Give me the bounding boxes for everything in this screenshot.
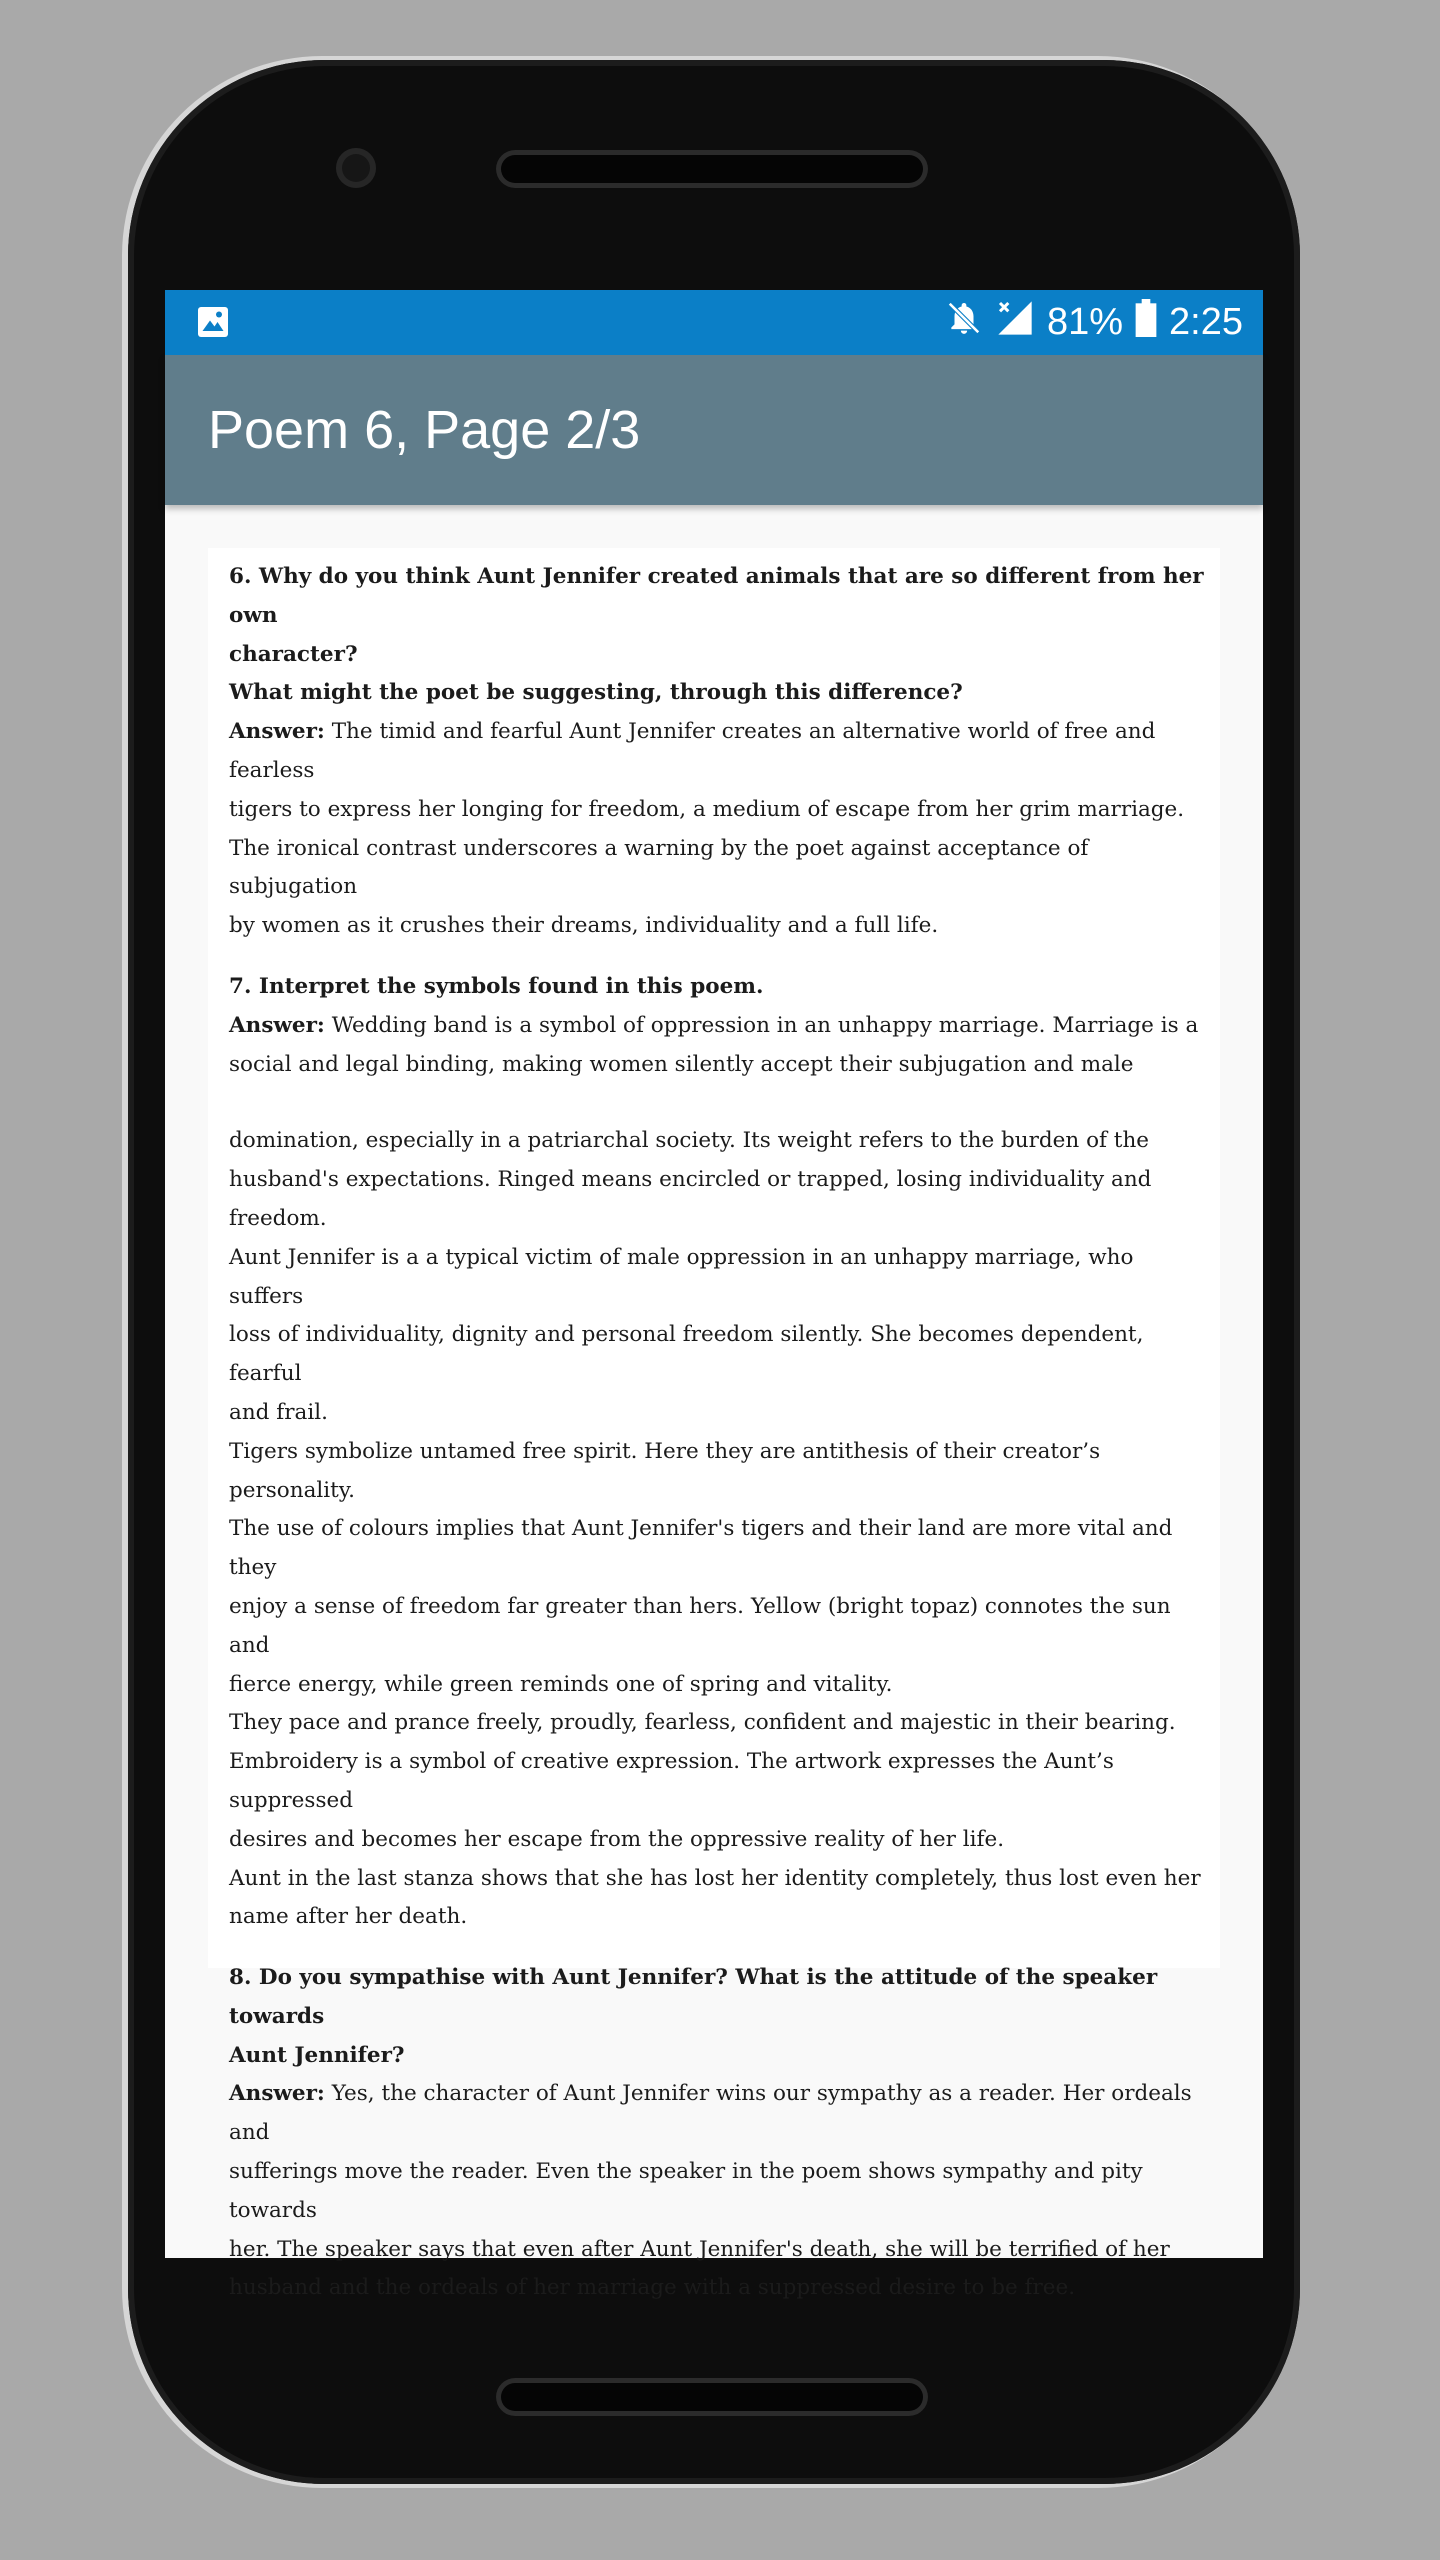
document-text [208,548,1220,2308]
answer-line: Aunt Jennifer is a a typical victim of male oppression in an unhappy marriage, who suffers [229,1244,1134,1309]
answer-text [229,713,1210,791]
answer-line: The use of colours implies that Aunt Jennifer's tigers and their land are more vital and they [229,1516,1173,1581]
answer-line: sufferings move the reader. Even the speaker in the poem shows sympathy and pity towards [229,2159,1143,2223]
question-text: What might the poet be suggesting, through this difference? [229,680,963,706]
spacer [229,1937,1210,1959]
answer-line: Tigers symbolize untamed free spirit. Here they are antithesis of their creator’s personality. [229,1438,1101,1503]
answer-line: her. The speaker says that even after Aunt Jennifer's death, she will be terrified of her [229,2236,1170,2262]
answer-line: Wedding band is a symbol of oppression in an unhappy marriage. Marriage is a [324,1012,1199,1038]
answer-line: They pace and prance freely, proudly, fearless, confident and majestic in their bearing. [229,1710,1176,1736]
front-camera [336,148,376,188]
answer-line: enjoy a sense of freedom far greater than hers. Yellow (bright topaz) connotes the sun and [229,1593,1171,1658]
spacer [229,946,1210,968]
answer-line: and frail. [229,1399,328,1425]
app-bar [165,355,1263,505]
answer-line: fierce energy, while green reminds one of spring and vitality. [229,1671,893,1697]
answer-line: The ironical contrast underscores a warning by the poet against acceptance of subjugation [229,835,1089,900]
question-text: 8. Do you sympathise with Aunt Jennifer? What is the attitude of the speaker towards [229,1965,1158,2029]
status-bar [165,290,1263,355]
answer-line: loss of individuality, dignity and personal freedom silently. She becomes dependent, fearful [229,1322,1144,1387]
bottom-speaker [496,2378,928,2416]
bell-off-icon [945,299,983,347]
answer-line: Aunt in the last stanza shows that she has lost her identity completely, thus lost even her [229,1865,1201,1891]
answer-line: freedom. [229,1205,327,1231]
phone-screen [165,290,1263,2301]
document-page[interactable] [208,548,1220,2301]
answer-line: domination, especially in a patriarchal society. Its weight refers to the burden of the [229,1128,1150,1154]
answer-line: husband's expectations. Ringed means encircled or trapped, losing individuality and [229,1167,1152,1193]
question-text: Aunt Jennifer? [229,2042,405,2068]
image-icon [195,304,231,345]
answer-line: husband and the ordeals of her marriage with a suppressed desire to be free. [229,2275,1076,2301]
answer-label: Answer: [229,2081,325,2107]
page-title: Poem 6, Page 2/3 [208,400,641,460]
answer-line: by women as it crushes their dreams, individuality and a full life. [229,913,939,939]
question-text: 6. Why do you think Aunt Jennifer created animals that are so different from her own [229,564,1204,628]
answer-line: The timid and fearful Aunt Jennifer creates an alternative world of free and fearless [229,719,1156,783]
answer-line: social and legal binding, making women silently accept their subjugation and male [229,1051,1134,1077]
question-text: character? [229,641,358,667]
question-text: 7. Interpret the symbols found in this poem. [229,973,764,999]
battery-percent: 81% [1046,301,1124,343]
battery-icon [1135,299,1157,347]
signal-no-data-icon [995,298,1035,348]
answer-line: Embroidery is a symbol of creative expression. The artwork expresses the Aunt’s suppressed [229,1749,1114,1813]
answer-text [229,1007,1210,1046]
top-speaker [496,150,928,188]
answer-line: tigers to express her longing for freedom, a medium of escape from her grim marriage. [229,796,1185,822]
clock: 2:25 [1169,301,1243,343]
answer-label: Answer: [229,719,325,745]
answer-line: desires and becomes her escape from the oppressive reality of her life. [229,1826,1005,1852]
answer-line: name after her death. [229,1904,468,1930]
answer-text [229,2075,1210,2153]
spacer [229,1084,1210,1122]
answer-line: Yes, the character of Aunt Jennifer wins our sympathy as a reader. Her ordeals and [229,2081,1192,2146]
answer-label: Answer: [229,1012,325,1038]
